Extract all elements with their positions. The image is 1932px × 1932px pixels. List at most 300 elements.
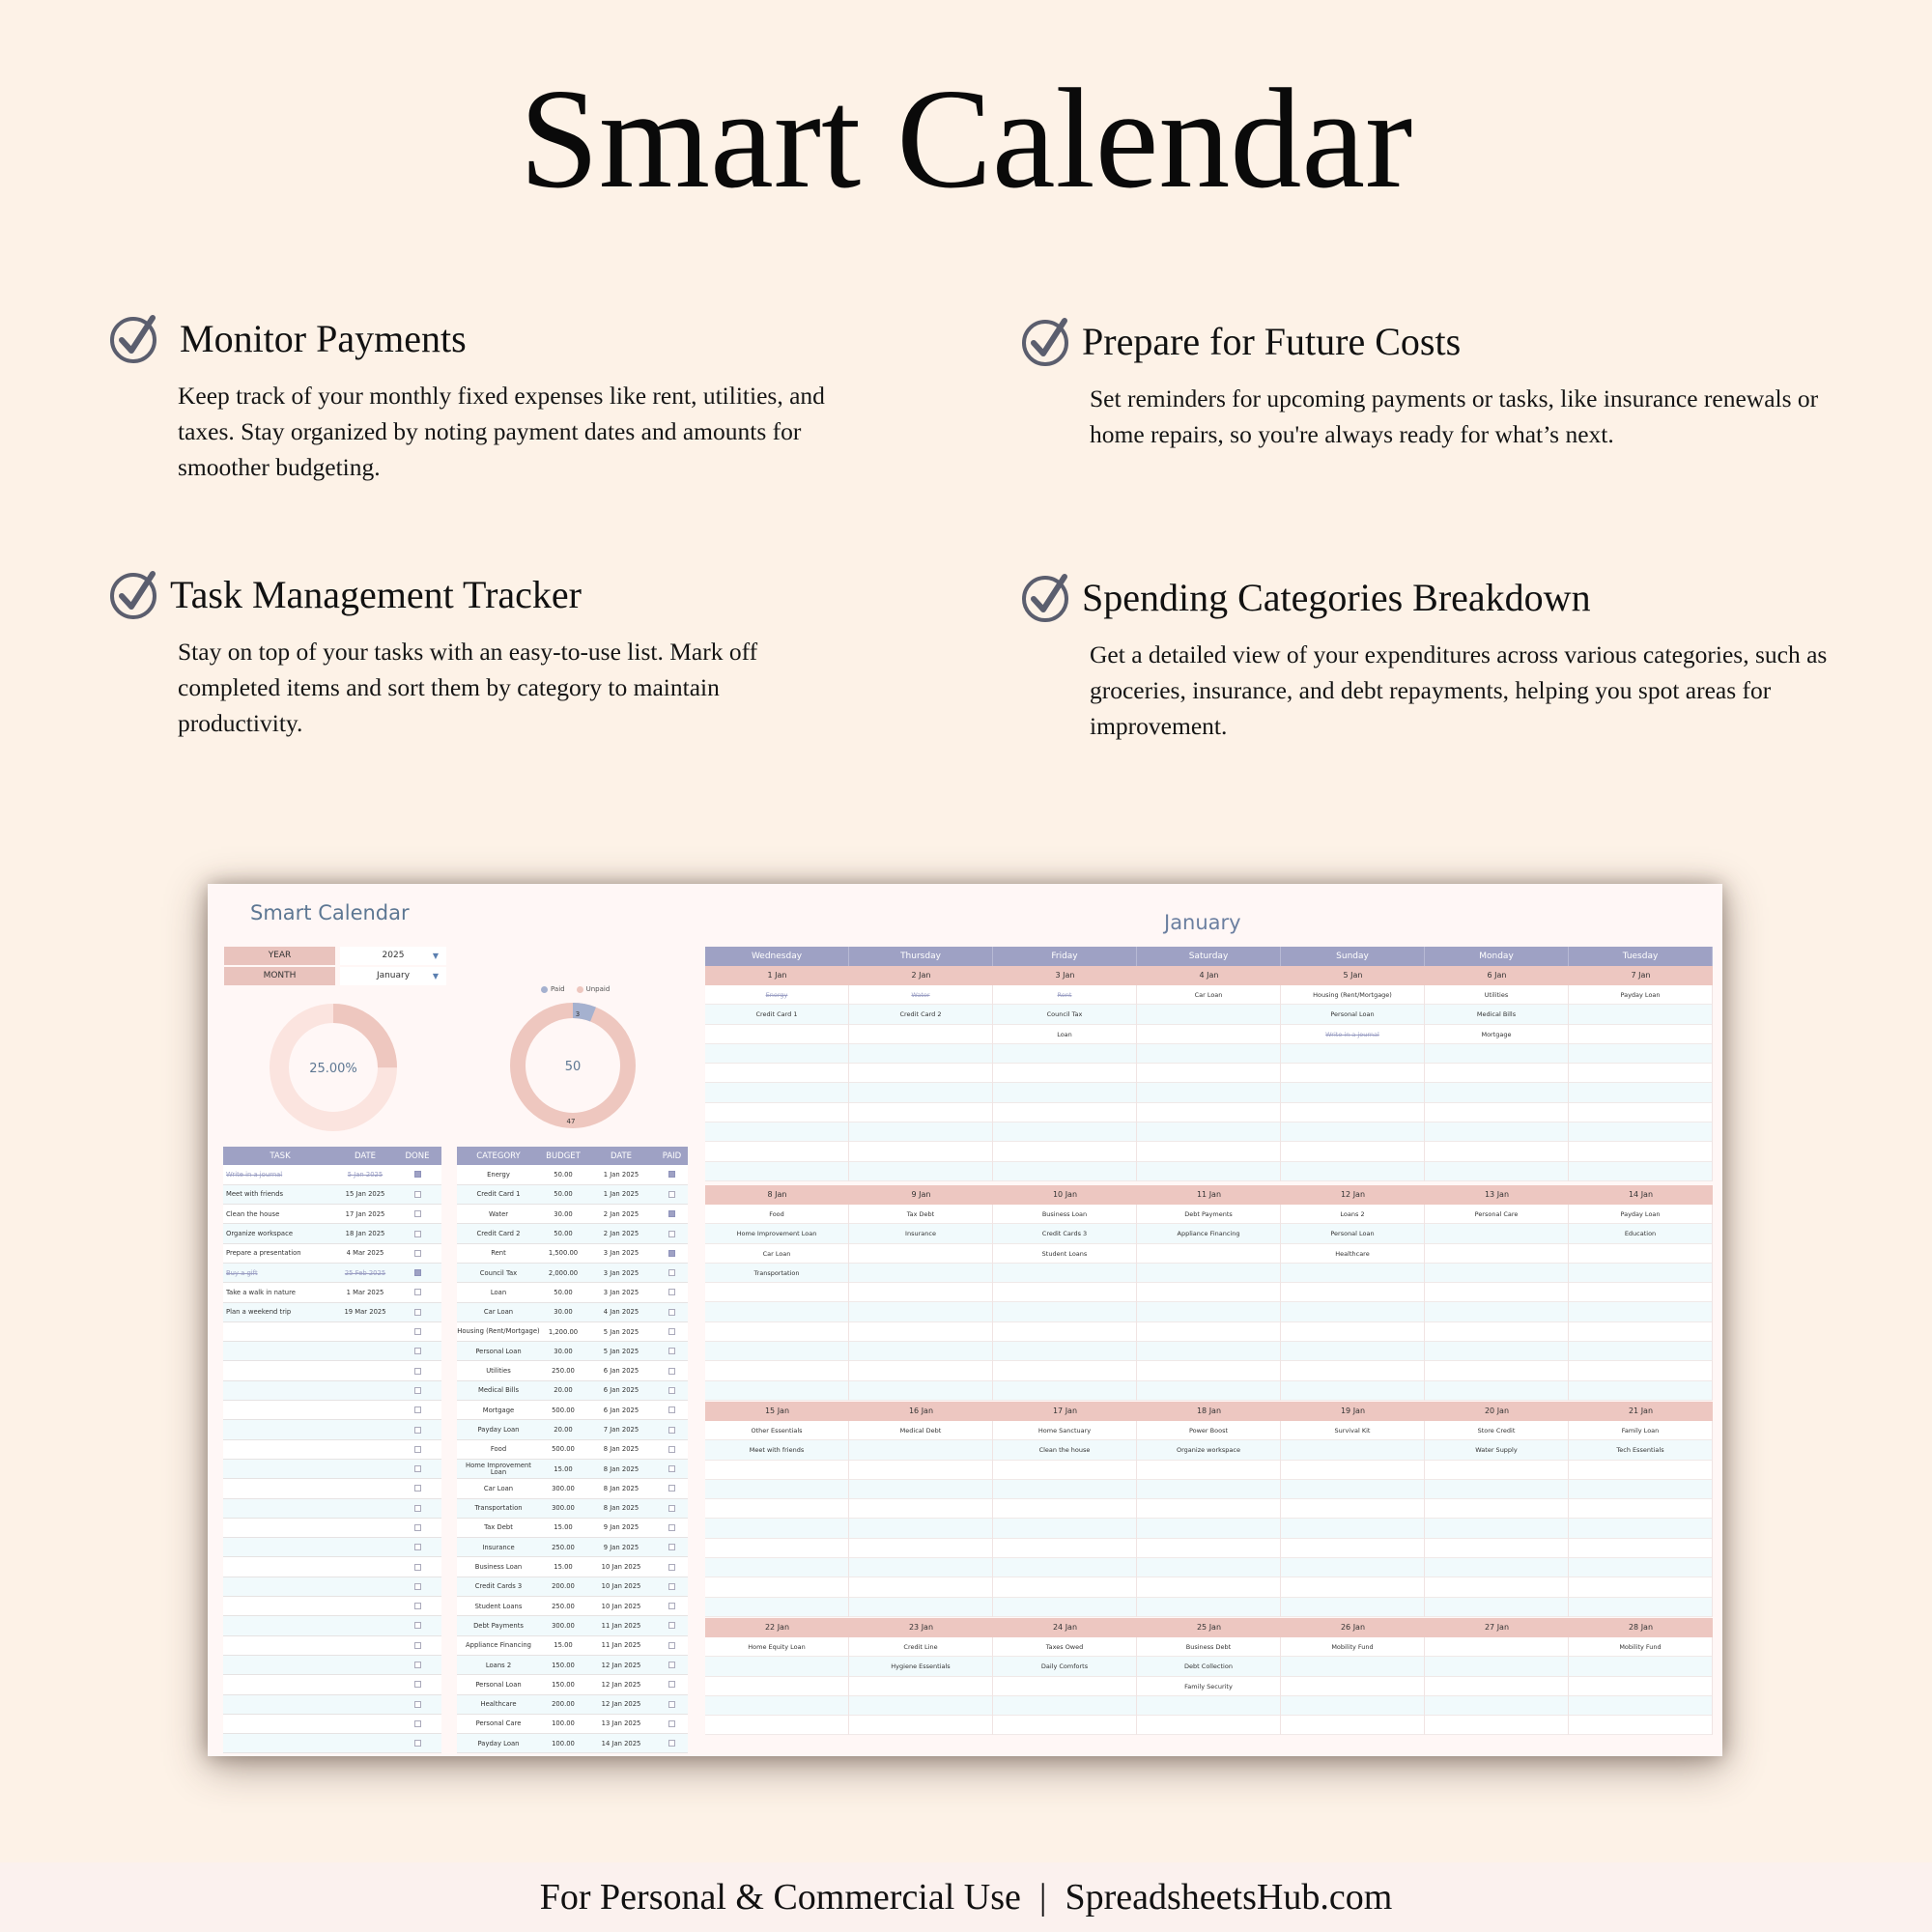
day-entry[interactable]: Power Boost xyxy=(1137,1421,1280,1440)
day-entry[interactable] xyxy=(1137,1342,1280,1361)
paid-checkbox[interactable] xyxy=(668,1662,675,1668)
day-entry[interactable] xyxy=(1281,1162,1424,1181)
day-entry[interactable] xyxy=(1137,1005,1280,1024)
day-entry[interactable]: Home Improvement Loan xyxy=(705,1224,848,1243)
day-entry[interactable] xyxy=(1425,1044,1568,1064)
done-checkbox[interactable] xyxy=(414,1720,421,1727)
budget-category[interactable]: Energy xyxy=(457,1165,540,1184)
budget-date[interactable]: 8 Jan 2025 xyxy=(586,1498,656,1518)
day-entry[interactable] xyxy=(849,1361,992,1380)
day-entry[interactable]: Payday Loan xyxy=(1569,1205,1712,1224)
day-entry[interactable] xyxy=(849,1122,992,1142)
task-date[interactable] xyxy=(337,1380,393,1400)
task-date[interactable] xyxy=(337,1321,393,1341)
budget-budget[interactable]: 15.00 xyxy=(540,1459,586,1478)
day-entry[interactable] xyxy=(849,1103,992,1122)
day-entry[interactable] xyxy=(1569,1361,1712,1380)
day-entry[interactable] xyxy=(993,1283,1136,1302)
day-entry[interactable] xyxy=(705,1480,848,1499)
paid-checkbox[interactable] xyxy=(668,1740,675,1747)
day-entry[interactable] xyxy=(1569,1598,1712,1617)
paid-checkbox[interactable] xyxy=(668,1603,675,1609)
day-entry[interactable] xyxy=(1425,1122,1568,1142)
task-date[interactable]: 1 Mar 2025 xyxy=(337,1283,393,1302)
day-entry[interactable]: Loans 2 xyxy=(1281,1205,1424,1224)
day-entry[interactable] xyxy=(1569,1142,1712,1161)
task-name[interactable] xyxy=(223,1635,337,1655)
done-checkbox[interactable] xyxy=(414,1465,421,1472)
day-entry[interactable] xyxy=(993,1302,1136,1321)
task-name[interactable] xyxy=(223,1439,337,1459)
day-entry[interactable]: Utilities xyxy=(1425,985,1568,1005)
budget-category[interactable]: Healthcare xyxy=(457,1694,540,1714)
budget-date[interactable]: 10 Jan 2025 xyxy=(586,1577,656,1596)
budget-budget[interactable]: 50.00 xyxy=(540,1184,586,1204)
day-entry[interactable] xyxy=(705,1302,848,1321)
task-date[interactable]: 18 Jan 2025 xyxy=(337,1224,393,1243)
day-entry[interactable] xyxy=(1425,1142,1568,1161)
day-entry[interactable] xyxy=(705,1025,848,1044)
day-entry[interactable] xyxy=(705,1657,848,1676)
day-entry[interactable] xyxy=(1425,1064,1568,1083)
day-entry[interactable] xyxy=(1569,1342,1712,1361)
day-entry[interactable]: Meet with friends xyxy=(705,1440,848,1460)
day-entry[interactable] xyxy=(1425,1162,1568,1181)
task-date[interactable] xyxy=(337,1420,393,1439)
day-entry[interactable] xyxy=(1137,1064,1280,1083)
budget-category[interactable]: Business Loan xyxy=(457,1557,540,1577)
day-entry[interactable] xyxy=(705,1322,848,1342)
day-entry[interactable] xyxy=(1281,1539,1424,1558)
day-entry[interactable] xyxy=(705,1361,848,1380)
task-date[interactable] xyxy=(337,1439,393,1459)
task-date[interactable] xyxy=(337,1616,393,1635)
task-name[interactable] xyxy=(223,1321,337,1341)
task-name[interactable] xyxy=(223,1401,337,1420)
done-checkbox[interactable] xyxy=(414,1427,421,1434)
paid-checkbox[interactable] xyxy=(668,1681,675,1688)
day-entry[interactable]: Family Security xyxy=(1137,1677,1280,1696)
day-entry[interactable]: Home Sanctuary xyxy=(993,1421,1136,1440)
day-entry[interactable]: Car Loan xyxy=(705,1244,848,1264)
done-checkbox[interactable] xyxy=(414,1210,421,1217)
budget-category[interactable]: Payday Loan xyxy=(457,1420,540,1439)
day-entry[interactable] xyxy=(1281,1499,1424,1519)
day-entry[interactable]: Insurance xyxy=(849,1224,992,1243)
day-entry[interactable] xyxy=(849,1322,992,1342)
task-date[interactable]: 17 Jan 2025 xyxy=(337,1205,393,1224)
day-entry[interactable] xyxy=(705,1064,848,1083)
day-entry[interactable] xyxy=(1425,1519,1568,1538)
day-entry[interactable]: Personal Loan xyxy=(1281,1005,1424,1024)
day-entry[interactable] xyxy=(849,1677,992,1696)
day-entry[interactable] xyxy=(1569,1322,1712,1342)
budget-budget[interactable]: 250.00 xyxy=(540,1597,586,1616)
day-entry[interactable]: Daily Comforts xyxy=(993,1657,1136,1676)
day-entry[interactable] xyxy=(1281,1381,1424,1401)
budget-date[interactable]: 1 Jan 2025 xyxy=(586,1165,656,1184)
task-name[interactable]: Organize workspace xyxy=(223,1224,337,1243)
task-date[interactable] xyxy=(337,1459,393,1478)
day-entry[interactable] xyxy=(1137,1696,1280,1716)
day-entry[interactable] xyxy=(993,1461,1136,1480)
task-date[interactable] xyxy=(337,1577,393,1596)
task-name[interactable] xyxy=(223,1714,337,1733)
day-entry[interactable] xyxy=(1281,1142,1424,1161)
day-entry[interactable]: Mobility Fund xyxy=(1569,1637,1712,1657)
task-name[interactable] xyxy=(223,1597,337,1616)
day-entry[interactable] xyxy=(1137,1558,1280,1577)
day-entry[interactable]: Credit Cards 3 xyxy=(993,1224,1136,1243)
task-name[interactable] xyxy=(223,1361,337,1380)
day-entry[interactable]: Appliance Financing xyxy=(1137,1224,1280,1243)
day-entry[interactable] xyxy=(993,1103,1136,1122)
day-entry[interactable]: Rent xyxy=(993,985,1136,1005)
done-checkbox[interactable] xyxy=(414,1740,421,1747)
day-entry[interactable] xyxy=(1137,1499,1280,1519)
day-entry[interactable]: Tax Debt xyxy=(849,1205,992,1224)
day-entry[interactable] xyxy=(849,1716,992,1735)
day-entry[interactable] xyxy=(993,1716,1136,1735)
paid-checkbox[interactable] xyxy=(668,1446,675,1453)
budget-category[interactable]: Rent xyxy=(457,1243,540,1263)
budget-budget[interactable]: 200.00 xyxy=(540,1694,586,1714)
budget-category[interactable]: Personal Loan xyxy=(457,1342,540,1361)
day-entry[interactable]: Survival Kit xyxy=(1281,1421,1424,1440)
task-name[interactable] xyxy=(223,1479,337,1498)
budget-date[interactable]: 1 Jan 2025 xyxy=(586,1184,656,1204)
day-entry[interactable] xyxy=(849,1539,992,1558)
task-name[interactable] xyxy=(223,1420,337,1439)
day-entry[interactable] xyxy=(1281,1064,1424,1083)
paid-checkbox[interactable] xyxy=(668,1465,675,1472)
day-entry[interactable] xyxy=(993,1480,1136,1499)
day-entry[interactable] xyxy=(1137,1083,1280,1102)
budget-budget[interactable]: 20.00 xyxy=(540,1380,586,1400)
day-entry[interactable] xyxy=(1137,1122,1280,1142)
budget-date[interactable]: 3 Jan 2025 xyxy=(586,1243,656,1263)
done-checkbox[interactable] xyxy=(414,1544,421,1550)
day-entry[interactable] xyxy=(993,1677,1136,1696)
budget-budget[interactable]: 1,500.00 xyxy=(540,1243,586,1263)
budget-budget[interactable]: 1,200.00 xyxy=(540,1321,586,1341)
day-entry[interactable] xyxy=(1281,1302,1424,1321)
budget-category[interactable]: Loan xyxy=(457,1283,540,1302)
done-checkbox[interactable] xyxy=(414,1485,421,1492)
day-entry[interactable] xyxy=(1137,1142,1280,1161)
task-date[interactable] xyxy=(337,1538,393,1557)
day-entry[interactable] xyxy=(1281,1598,1424,1617)
budget-date[interactable]: 12 Jan 2025 xyxy=(586,1655,656,1674)
day-entry[interactable] xyxy=(1281,1696,1424,1716)
day-entry[interactable] xyxy=(705,1122,848,1142)
day-entry[interactable] xyxy=(1425,1302,1568,1321)
done-checkbox[interactable] xyxy=(414,1701,421,1708)
budget-budget[interactable]: 30.00 xyxy=(540,1302,586,1321)
day-entry[interactable] xyxy=(849,1283,992,1302)
day-entry[interactable] xyxy=(993,1162,1136,1181)
budget-category[interactable]: Debt Payments xyxy=(457,1616,540,1635)
day-entry[interactable] xyxy=(1569,1677,1712,1696)
budget-date[interactable]: 9 Jan 2025 xyxy=(586,1538,656,1557)
day-entry[interactable] xyxy=(1425,1224,1568,1243)
done-checkbox[interactable] xyxy=(414,1368,421,1375)
budget-date[interactable]: 8 Jan 2025 xyxy=(586,1479,656,1498)
day-entry[interactable]: Food xyxy=(705,1205,848,1224)
task-name[interactable] xyxy=(223,1577,337,1596)
paid-checkbox[interactable] xyxy=(668,1406,675,1413)
day-entry[interactable] xyxy=(993,1342,1136,1361)
day-entry[interactable] xyxy=(1137,1025,1280,1044)
budget-date[interactable]: 13 Jan 2025 xyxy=(586,1714,656,1733)
day-entry[interactable] xyxy=(993,1381,1136,1401)
task-name[interactable]: Buy a gift xyxy=(223,1263,337,1282)
done-checkbox[interactable] xyxy=(414,1328,421,1335)
day-entry[interactable] xyxy=(1137,1461,1280,1480)
day-entry[interactable] xyxy=(1425,1361,1568,1380)
task-name[interactable] xyxy=(223,1655,337,1674)
task-name[interactable] xyxy=(223,1342,337,1361)
day-entry[interactable]: Medical Debt xyxy=(849,1421,992,1440)
budget-category[interactable]: Water xyxy=(457,1205,540,1224)
done-checkbox[interactable] xyxy=(414,1564,421,1571)
day-entry[interactable]: Energy xyxy=(705,985,848,1005)
day-entry[interactable]: Education xyxy=(1569,1224,1712,1243)
budget-budget[interactable]: 500.00 xyxy=(540,1401,586,1420)
year-select[interactable] xyxy=(340,947,446,965)
task-name[interactable] xyxy=(223,1694,337,1714)
day-entry[interactable] xyxy=(849,1480,992,1499)
task-date[interactable]: 19 Mar 2025 xyxy=(337,1302,393,1321)
day-entry[interactable] xyxy=(1281,1322,1424,1342)
day-entry[interactable] xyxy=(1281,1716,1424,1735)
day-entry[interactable]: Debt Payments xyxy=(1137,1205,1280,1224)
day-entry[interactable] xyxy=(1281,1461,1424,1480)
day-entry[interactable] xyxy=(1569,1302,1712,1321)
done-checkbox[interactable] xyxy=(414,1289,421,1295)
day-entry[interactable] xyxy=(1137,1539,1280,1558)
budget-category[interactable]: Car Loan xyxy=(457,1302,540,1321)
paid-checkbox[interactable] xyxy=(668,1427,675,1434)
budget-budget[interactable]: 30.00 xyxy=(540,1205,586,1224)
budget-date[interactable]: 11 Jan 2025 xyxy=(586,1616,656,1635)
day-entry[interactable] xyxy=(1281,1361,1424,1380)
day-entry[interactable]: Student Loans xyxy=(993,1244,1136,1264)
done-checkbox[interactable] xyxy=(414,1642,421,1649)
budget-category[interactable]: Home Improvement Loan xyxy=(457,1459,540,1478)
day-entry[interactable] xyxy=(993,1122,1136,1142)
paid-checkbox[interactable] xyxy=(668,1642,675,1649)
day-entry[interactable] xyxy=(849,1044,992,1064)
day-entry[interactable] xyxy=(1425,1342,1568,1361)
day-entry[interactable]: Medical Bills xyxy=(1425,1005,1568,1024)
day-entry[interactable] xyxy=(1425,1083,1568,1102)
task-date[interactable]: 25 Feb 2025 xyxy=(337,1263,393,1282)
paid-checkbox[interactable] xyxy=(668,1269,675,1276)
budget-date[interactable]: 8 Jan 2025 xyxy=(586,1439,656,1459)
day-entry[interactable] xyxy=(993,1083,1136,1102)
task-date[interactable] xyxy=(337,1401,393,1420)
budget-date[interactable]: 4 Jan 2025 xyxy=(586,1302,656,1321)
budget-category[interactable]: Student Loans xyxy=(457,1597,540,1616)
day-entry[interactable]: Business Loan xyxy=(993,1205,1136,1224)
paid-checkbox[interactable] xyxy=(668,1328,675,1335)
budget-date[interactable]: 10 Jan 2025 xyxy=(586,1557,656,1577)
day-entry[interactable] xyxy=(1425,1322,1568,1342)
day-entry[interactable]: Debt Collection xyxy=(1137,1657,1280,1676)
task-name[interactable] xyxy=(223,1538,337,1557)
budget-date[interactable]: 2 Jan 2025 xyxy=(586,1205,656,1224)
day-entry[interactable] xyxy=(1281,1577,1424,1597)
day-entry[interactable] xyxy=(1137,1244,1280,1264)
budget-category[interactable]: Credit Cards 3 xyxy=(457,1577,540,1596)
budget-budget[interactable]: 30.00 xyxy=(540,1342,586,1361)
day-entry[interactable] xyxy=(1569,1283,1712,1302)
day-entry[interactable] xyxy=(705,1283,848,1302)
day-entry[interactable] xyxy=(705,1677,848,1696)
task-name[interactable]: Prepare a presentation xyxy=(223,1243,337,1263)
task-date[interactable] xyxy=(337,1635,393,1655)
budget-budget[interactable]: 15.00 xyxy=(540,1635,586,1655)
budget-budget[interactable]: 20.00 xyxy=(540,1420,586,1439)
done-checkbox[interactable] xyxy=(414,1662,421,1668)
day-entry[interactable] xyxy=(1281,1480,1424,1499)
budget-date[interactable]: 6 Jan 2025 xyxy=(586,1380,656,1400)
day-entry[interactable] xyxy=(1425,1637,1568,1657)
day-entry[interactable] xyxy=(1281,1044,1424,1064)
day-entry[interactable] xyxy=(1425,1264,1568,1283)
budget-category[interactable]: Payday Loan xyxy=(457,1734,540,1753)
budget-category[interactable]: Medical Bills xyxy=(457,1380,540,1400)
day-entry[interactable] xyxy=(993,1142,1136,1161)
budget-category[interactable]: Insurance xyxy=(457,1538,540,1557)
day-entry[interactable] xyxy=(705,1519,848,1538)
day-entry[interactable] xyxy=(849,1461,992,1480)
day-entry[interactable] xyxy=(993,1322,1136,1342)
day-entry[interactable] xyxy=(849,1162,992,1181)
task-date[interactable]: 4 Mar 2025 xyxy=(337,1243,393,1263)
budget-budget[interactable]: 250.00 xyxy=(540,1361,586,1380)
day-entry[interactable] xyxy=(1569,1025,1712,1044)
day-entry[interactable] xyxy=(993,1044,1136,1064)
paid-checkbox[interactable] xyxy=(668,1544,675,1550)
day-entry[interactable] xyxy=(705,1499,848,1519)
day-entry[interactable] xyxy=(1137,1044,1280,1064)
day-entry[interactable] xyxy=(1569,1519,1712,1538)
budget-date[interactable]: 12 Jan 2025 xyxy=(586,1694,656,1714)
day-entry[interactable] xyxy=(705,1461,848,1480)
day-entry[interactable] xyxy=(1569,1657,1712,1676)
day-entry[interactable] xyxy=(1569,1122,1712,1142)
day-entry[interactable] xyxy=(1281,1264,1424,1283)
day-entry[interactable]: Personal Loan xyxy=(1281,1224,1424,1243)
task-name[interactable] xyxy=(223,1557,337,1577)
day-entry[interactable] xyxy=(993,1696,1136,1716)
day-entry[interactable] xyxy=(1137,1577,1280,1597)
day-entry[interactable] xyxy=(849,1244,992,1264)
task-date[interactable] xyxy=(337,1479,393,1498)
budget-budget[interactable]: 50.00 xyxy=(540,1165,586,1184)
day-entry[interactable] xyxy=(849,1519,992,1538)
budget-budget[interactable]: 500.00 xyxy=(540,1439,586,1459)
paid-checkbox[interactable] xyxy=(668,1524,675,1531)
budget-date[interactable]: 5 Jan 2025 xyxy=(586,1321,656,1341)
day-entry[interactable]: Business Debt xyxy=(1137,1637,1280,1657)
day-entry[interactable] xyxy=(1137,1598,1280,1617)
day-entry[interactable] xyxy=(1569,1716,1712,1735)
day-entry[interactable] xyxy=(849,1440,992,1460)
day-entry[interactable] xyxy=(1569,1083,1712,1102)
day-entry[interactable] xyxy=(705,1103,848,1122)
day-entry[interactable] xyxy=(1569,1480,1712,1499)
paid-checkbox[interactable] xyxy=(668,1485,675,1492)
day-entry[interactable] xyxy=(1137,1361,1280,1380)
done-checkbox[interactable] xyxy=(414,1191,421,1198)
budget-budget[interactable]: 15.00 xyxy=(540,1518,586,1537)
month-select[interactable] xyxy=(340,967,446,985)
paid-checkbox[interactable] xyxy=(668,1622,675,1629)
day-entry[interactable]: Water xyxy=(849,985,992,1005)
day-entry[interactable] xyxy=(993,1577,1136,1597)
paid-checkbox[interactable] xyxy=(668,1191,675,1198)
done-checkbox[interactable] xyxy=(414,1387,421,1394)
task-date[interactable] xyxy=(337,1361,393,1380)
day-entry[interactable] xyxy=(705,1162,848,1181)
task-date[interactable] xyxy=(337,1518,393,1537)
done-checkbox[interactable] xyxy=(414,1505,421,1512)
budget-date[interactable]: 6 Jan 2025 xyxy=(586,1401,656,1420)
day-entry[interactable]: Other Essentials xyxy=(705,1421,848,1440)
task-date[interactable]: 15 Jan 2025 xyxy=(337,1184,393,1204)
budget-budget[interactable]: 200.00 xyxy=(540,1577,586,1596)
paid-checkbox[interactable] xyxy=(668,1368,675,1375)
task-name[interactable] xyxy=(223,1518,337,1537)
day-entry[interactable]: Water Supply xyxy=(1425,1440,1568,1460)
budget-date[interactable]: 7 Jan 2025 xyxy=(586,1420,656,1439)
paid-checkbox[interactable] xyxy=(668,1348,675,1354)
day-entry[interactable] xyxy=(849,1025,992,1044)
day-entry[interactable] xyxy=(1569,1044,1712,1064)
paid-checkbox[interactable] xyxy=(668,1210,675,1217)
day-entry[interactable] xyxy=(849,1342,992,1361)
day-entry[interactable] xyxy=(1569,1461,1712,1480)
day-entry[interactable] xyxy=(1425,1103,1568,1122)
day-entry[interactable] xyxy=(1425,1461,1568,1480)
day-entry[interactable] xyxy=(993,1598,1136,1617)
budget-budget[interactable]: 250.00 xyxy=(540,1538,586,1557)
done-checkbox[interactable] xyxy=(414,1309,421,1316)
done-checkbox[interactable] xyxy=(414,1622,421,1629)
task-date[interactable] xyxy=(337,1675,393,1694)
day-entry[interactable] xyxy=(849,1264,992,1283)
day-entry[interactable] xyxy=(1425,1696,1568,1716)
task-date[interactable] xyxy=(337,1498,393,1518)
day-entry[interactable] xyxy=(849,1577,992,1597)
day-entry[interactable]: Write in a journal xyxy=(1281,1025,1424,1044)
done-checkbox[interactable] xyxy=(414,1524,421,1531)
day-entry[interactable] xyxy=(1281,1122,1424,1142)
day-entry[interactable] xyxy=(1425,1657,1568,1676)
day-entry[interactable]: Organize workspace xyxy=(1137,1440,1280,1460)
task-name[interactable] xyxy=(223,1459,337,1478)
day-entry[interactable]: Clean the house xyxy=(993,1440,1136,1460)
day-entry[interactable] xyxy=(993,1361,1136,1380)
budget-category[interactable]: Transportation xyxy=(457,1498,540,1518)
done-checkbox[interactable] xyxy=(414,1269,421,1276)
paid-checkbox[interactable] xyxy=(668,1387,675,1394)
day-entry[interactable] xyxy=(849,1558,992,1577)
budget-date[interactable]: 8 Jan 2025 xyxy=(586,1459,656,1478)
